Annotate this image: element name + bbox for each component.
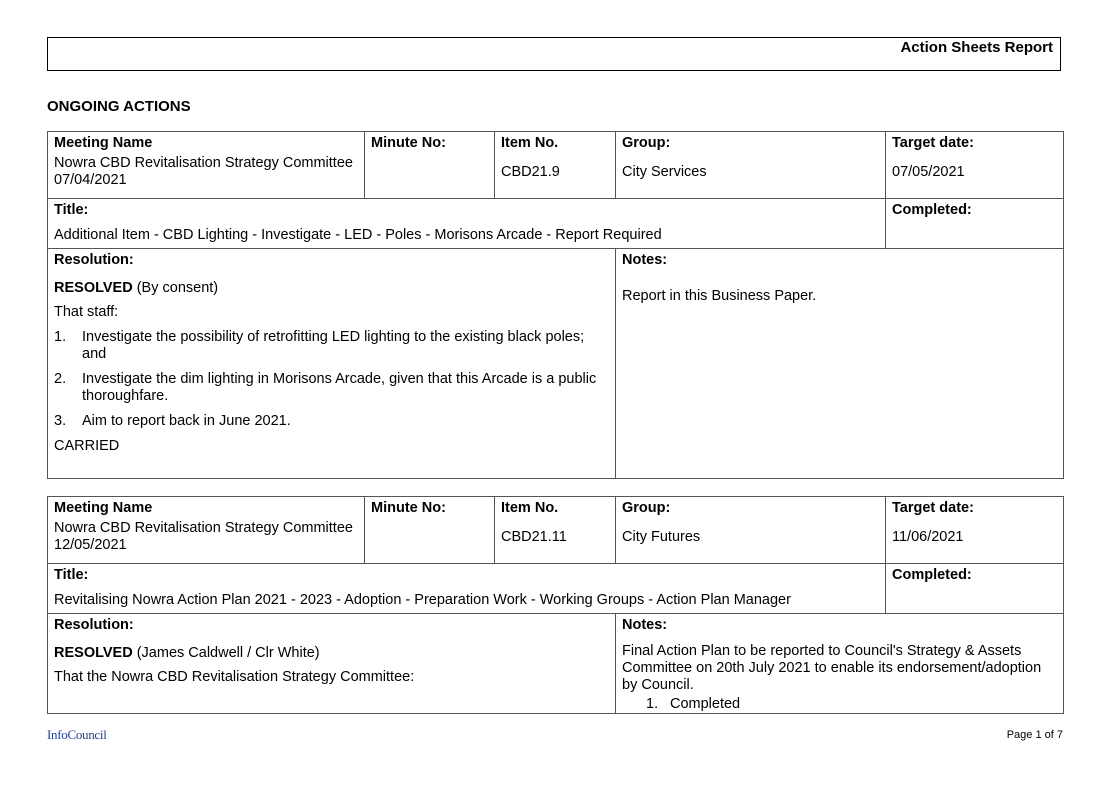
resolved-by: (By consent) — [132, 280, 219, 296]
title-cell — [48, 564, 886, 614]
resolved-by: (James Caldwell / Clr White) — [132, 645, 320, 661]
list-item-text: Investigate the possibility of retrofitting LED lighting to the existing black poles; and — [82, 329, 585, 362]
notes-label: Notes: — [622, 617, 668, 633]
target-date-cell — [886, 132, 1064, 199]
title-value: Revitalising Nowra Action Plan 2021 - 2023 - Adoption - Preparation Work - Working Groups - Action Plan Manager — [54, 592, 791, 608]
action-sheet-1 — [47, 131, 1064, 479]
target-date-label: Target date: — [892, 500, 974, 516]
notes-list — [622, 696, 1057, 713]
completed-cell — [886, 199, 1064, 249]
title-value: Additional Item - CBD Lighting - Investigate - LED - Poles - Morisons Arcade - Report Required — [54, 227, 662, 243]
resolution-outcome: CARRIED — [54, 438, 120, 454]
resolution-resolved-line — [54, 645, 609, 662]
meeting-name-value: Nowra CBD Revitalisation Strategy Committee 12/05/2021 — [54, 520, 353, 553]
target-date-cell — [886, 497, 1064, 564]
page-number: Page 1 of 7 — [1006, 729, 1063, 741]
title-label: Title: — [54, 567, 89, 583]
resolution-resolved-line — [54, 280, 609, 297]
minute-no-cell — [365, 132, 495, 199]
list-item-number: 1. — [54, 329, 67, 345]
list-item — [54, 413, 609, 430]
item-no-label: Item No. — [501, 500, 559, 516]
meeting-name-cell — [48, 497, 365, 564]
list-item-number: 1. — [646, 696, 659, 712]
meeting-name-label: Meeting Name — [54, 135, 153, 151]
notes-text: Final Action Plan to be reported to Council's Strategy & Assets Committee on 20th July 2021 to enable its endorsement/adoption by Council. — [622, 643, 1042, 693]
list-item — [54, 371, 609, 405]
target-date-value: 07/05/2021 — [892, 164, 965, 180]
item-no-value: CBD21.9 — [501, 164, 560, 180]
title-label: Title: — [54, 202, 89, 218]
completed-label: Completed: — [892, 202, 972, 218]
resolution-cell — [48, 249, 616, 479]
notes-cell — [616, 249, 1064, 479]
group-value: City Futures — [622, 529, 701, 545]
notes-text: Report in this Business Paper. — [622, 288, 817, 304]
infocouncil-logo: InfoCouncil — [47, 727, 107, 742]
minute-no-cell — [365, 497, 495, 564]
item-no-cell — [495, 497, 616, 564]
item-no-label: Item No. — [501, 135, 559, 151]
section-heading: ONGOING ACTIONS — [47, 98, 191, 115]
notes-cell — [616, 614, 1064, 714]
list-item-text: Investigate the dim lighting in Morisons Arcade, given that this Arcade is a public thoroughfare. — [82, 371, 597, 404]
group-value: City Services — [622, 164, 707, 180]
resolved-keyword: RESOLVED — [54, 280, 133, 296]
meeting-name-value: Nowra CBD Revitalisation Strategy Committee 07/04/2021 — [54, 155, 353, 188]
minute-no-label: Minute No: — [371, 135, 446, 151]
completed-label: Completed: — [892, 567, 972, 583]
notes-label: Notes: — [622, 252, 668, 268]
resolution-label: Resolution: — [54, 252, 134, 268]
list-item-text: Completed — [670, 696, 741, 712]
meeting-name-cell — [48, 132, 365, 199]
list-item-text: Aim to report back in June 2021. — [82, 413, 291, 429]
resolution-intro: That the Nowra CBD Revitalisation Strategy Committee: — [54, 669, 415, 685]
target-date-label: Target date: — [892, 135, 974, 151]
resolution-label: Resolution: — [54, 617, 134, 633]
list-item — [646, 696, 1057, 713]
group-cell — [616, 497, 886, 564]
resolution-list — [54, 329, 609, 430]
group-label: Group: — [622, 500, 671, 516]
report-title: Action Sheets Report — [900, 39, 1053, 56]
list-item-number: 2. — [54, 371, 67, 387]
item-no-value: CBD21.11 — [501, 529, 567, 545]
resolution-cell — [48, 614, 616, 714]
item-no-cell — [495, 132, 616, 199]
list-item — [54, 329, 609, 363]
group-cell — [616, 132, 886, 199]
resolution-intro: That staff: — [54, 304, 119, 320]
meeting-name-label: Meeting Name — [54, 500, 153, 516]
action-sheet-2 — [47, 496, 1064, 714]
resolved-keyword: RESOLVED — [54, 645, 133, 661]
completed-cell — [886, 564, 1064, 614]
title-cell — [48, 199, 886, 249]
target-date-value: 11/06/2021 — [892, 529, 964, 545]
report-header — [47, 37, 1061, 71]
group-label: Group: — [622, 135, 671, 151]
list-item-number: 3. — [54, 413, 67, 429]
minute-no-label: Minute No: — [371, 500, 446, 516]
